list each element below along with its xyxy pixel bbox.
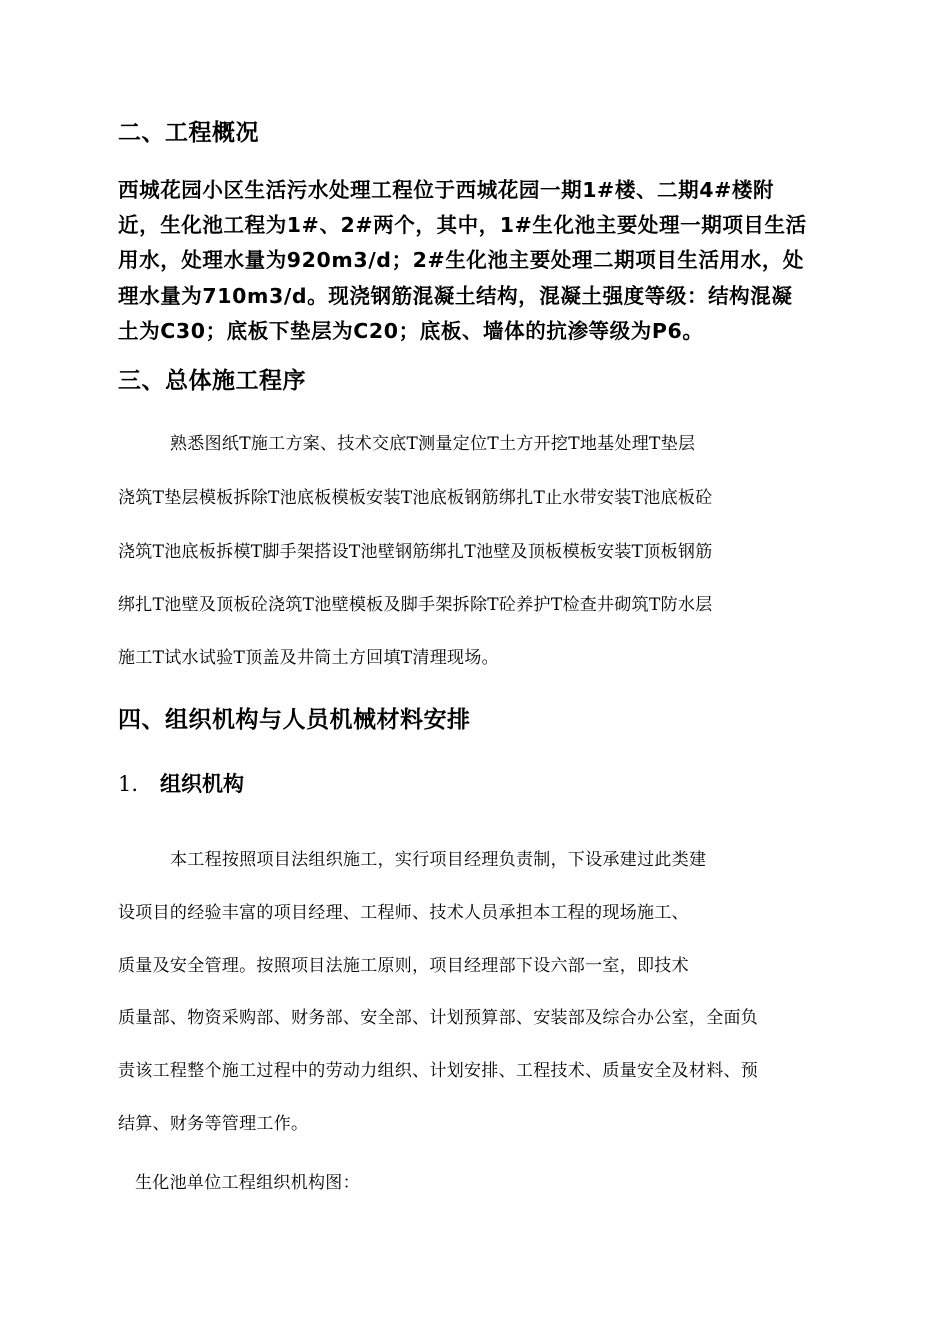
procedure-line-1: 熟悉图纸T施工方案、技术交底T测量定位T土方开挖T地基处理T垫层 xyxy=(170,434,696,454)
overview-line-2: 近，生化池工程为1#、2#两个，其中，1#生化池主要处理一期项目生活 xyxy=(118,213,807,237)
section-heading-procedure: 三、总体施工程序 xyxy=(118,368,306,394)
procedure-line-2: 浇筑T垫层模板拆除T池底板模板安装T池底板钢筋绑扎T止水带安装T池底板砼 xyxy=(118,488,713,508)
org-chart-caption: 生化池单位工程组织机构图： xyxy=(135,1173,360,1193)
section-heading-overview: 二、工程概况 xyxy=(118,120,259,146)
overview-line-1: 西城花园小区生活污水处理工程位于西城花园一期1#楼、二期4#楼附 xyxy=(118,178,775,202)
procedure-line-4: 绑扎T池壁及顶板砼浇筑T池壁模板及脚手架拆除T砼养护T检查井砌筑T防水层 xyxy=(118,595,713,615)
organization-line-5: 责该工程整个施工过程中的劳动力组织、计划安排、工程技术、质量安全及材料、预 xyxy=(118,1061,759,1081)
subsection-heading-organization xyxy=(118,768,244,798)
procedure-line-3: 浇筑T池底板拆模T脚手架搭设T池壁钢筋绑扎T池壁及顶板模板安装T顶板钢筋 xyxy=(118,542,713,562)
organization-line-4: 质量部、物资采购部、财务部、安全部、计划预算部、安装部及综合办公室，全面负 xyxy=(118,1008,759,1028)
procedure-line-5: 施工T试水试验T顶盖及井筒土方回填T清理现场。 xyxy=(118,648,499,668)
section-heading-organization: 四、组织机构与人员机械材料安排 xyxy=(118,707,471,733)
organization-line-1: 本工程按照项目法组织施工，实行项目经理负责制，下设承建过此类建 xyxy=(170,850,707,870)
organization-line-2: 设项目的经验丰富的项目经理、工程师、技术人员承担本工程的现场施工、 xyxy=(118,903,689,923)
organization-line-3: 质量及安全管理。按照项目法施工原则，项目经理部下设六部一室，即技术 xyxy=(118,956,689,976)
overview-line-3: 用水，处理水量为920m3/d；2#生化池主要处理二期项目生活用水，处 xyxy=(118,248,805,272)
overview-line-4: 理水量为710m3/d。现浇钢筋混凝土结构，混凝土强度等级：结构混凝 xyxy=(118,284,793,308)
subsection-title: 组织机构 xyxy=(160,772,244,796)
overview-line-5: 土为C30；底板下垫层为C20；底板、墙体的抗渗等级为P6。 xyxy=(118,319,704,343)
organization-line-6: 结算、财务等管理工作。 xyxy=(118,1114,309,1134)
subsection-number: 1. xyxy=(118,772,139,796)
